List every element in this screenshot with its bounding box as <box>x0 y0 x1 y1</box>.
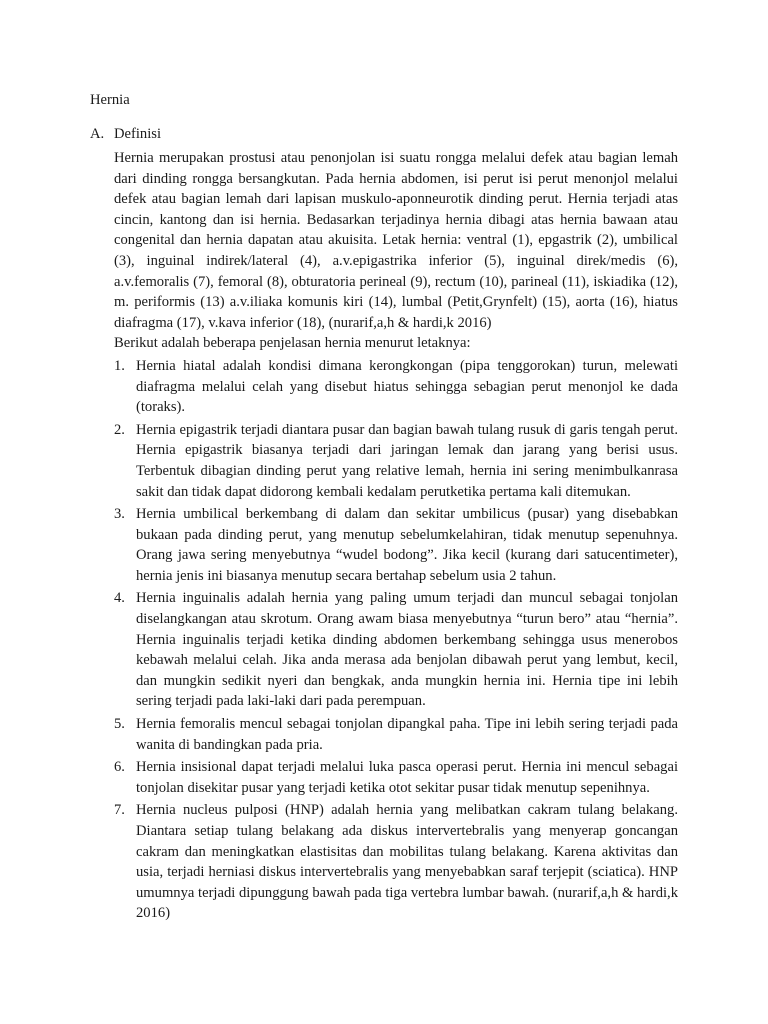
list-item-number: 3. <box>114 506 125 523</box>
hernia-type-list <box>114 356 678 924</box>
section-heading <box>90 126 161 143</box>
document-title: Hernia <box>90 92 130 108</box>
list-item-text: Hernia epigastrik terjadi diantara pusar dan bagian bawah tulang rusuk di garis tengah perut. Hernia epigastrik biasanya terjadi dari jaringan lemak dan jarang yang berisi usus. Terbentuk dibagian dinding perut yang relative lemah, hernia ini sering menimbulkanrasa sakit dan tidak dapat didorong kembali kedalam perutketika pertama kali ditemukan. <box>136 421 678 500</box>
section-letter: A. <box>90 126 105 142</box>
list-item-text: Hernia hiatal adalah kondisi dimana kerongkongan (pipa tenggorokan) turun, melewati diafragma melalui celah yang disebut hiatus sehingga sebagian perut menonjol ke dada (toraks). <box>136 357 678 416</box>
list-item <box>114 800 678 924</box>
list-item-text: Hernia femoralis mencul sebagai tonjolan dipangkal paha. Tipe ini lebih sering terjadi pada wanita di bandingkan pada pria. <box>136 716 678 753</box>
list-item-number: 5. <box>114 716 125 733</box>
list-item-number: 7. <box>114 802 125 819</box>
intro-paragraph: Berikut adalah beberapa penjelasan hernia menurut letaknya: <box>114 335 471 352</box>
list-item-text: Hernia umbilical berkembang di dalam dan sekitar umbilicus (pusar) yang disebabkan bukaan pada dinding perut, yang menutup sebelumkelahiran, tidak menutup sepenuhnya. Orang jawa sering menyebutnya “wudel bodong”. Jika kecil (kurang dari satucentimeter), hernia jenis ini biasanya menutup secara bertahap sebelum usia 2 tahun. <box>136 506 678 584</box>
list-item-number: 1. <box>114 357 125 374</box>
list-item-text: Hernia nucleus pulposi (HNP) adalah hernia yang melibatkan cakram tulang belakang. Diantara setiap tulang belakang ada diskus intervertebralis yang menyerap goncangan cakram dan meningkatkan elastisitas dan mobilitas tulang belakang. Karena aktivitas dan usia, terjadi herniasi diskus intervertebralis yang menyebabkan saraf terjepit (sciatica). HNP umumnya terjadi dipunggung bawah pada tiga vertebra lumbar bawah. (nurarif,a,h & hardi,k 2016) <box>136 802 678 922</box>
list-item <box>114 504 678 586</box>
section-body <box>114 148 678 924</box>
list-item <box>114 420 678 502</box>
list-item-text: Hernia insisional dapat terjadi melalui luka pasca operasi perut. Hernia ini mencul sebagai tonjolan disekitar pusar yang terjadi ketika otot sekitar pusar tidak menutup sepenihnya. <box>136 759 678 796</box>
list-item-number: 2. <box>114 421 125 438</box>
list-item <box>114 588 678 712</box>
list-item <box>114 356 678 418</box>
list-item-text: Hernia inguinalis adalah hernia yang paling umum terjadi dan muncul sebagai tonjolan diselangkangan atau skrotum. Orang awam biasa menyebutnya “turun bero” atau “hernia”. Hernia inguinalis terjadi ketika dinding abdomen berkembang sehingga usus menerobos kebawah melalui celah. Jika anda merasa ada benjolan dibawah perut yang lembut, kecil, dan mungkin sedikit nyeri dan bengkak, anda mungkin hernia ini. Hernia tipe ini lebih sering terjadi pada laki-laki dari pada perempuan. <box>136 590 678 710</box>
list-item <box>114 714 678 755</box>
section-heading-text: Definisi <box>114 126 162 142</box>
list-item-number: 6. <box>114 759 125 776</box>
definition-paragraph: Hernia merupakan prostusi atau penonjolan isi suatu rongga melalui defek atau bagian lemah dari dinding rongga bersangkutan. Pada hernia abdomen, isi perut isi perut menonjol melalui defek atau bagian lemah dari lapisan muskulo-aponneurotik dinding perut. Hernia terjadi atas cincin, kantong dan isi hernia. Bedasarkan terjadinya hernia dibagi atas hernia bawaan atau congenital dan hernia dapatan atau akuisita. Letak hernia: ventral (1), epgastrik (2), umbilical (3), inguinal indirek/lateral (4), a.v.epigastrika inferior (5), inguinal direk/medis (6), a.v.femoralis (7), femoral (8), obturatoria perineal (9), rectum (10), parineal (11), iskiadika (12), m. periformis (13) a.v.iliaka komunis kiri (14), lumbal (Petit,Grynfelt) (15), aorta (16), hiatus diafragma (17), v.kava inferior (18), (nurarif,a,h & hardi,k 2016) <box>114 150 678 331</box>
list-item <box>114 757 678 798</box>
list-item-number: 4. <box>114 590 125 607</box>
